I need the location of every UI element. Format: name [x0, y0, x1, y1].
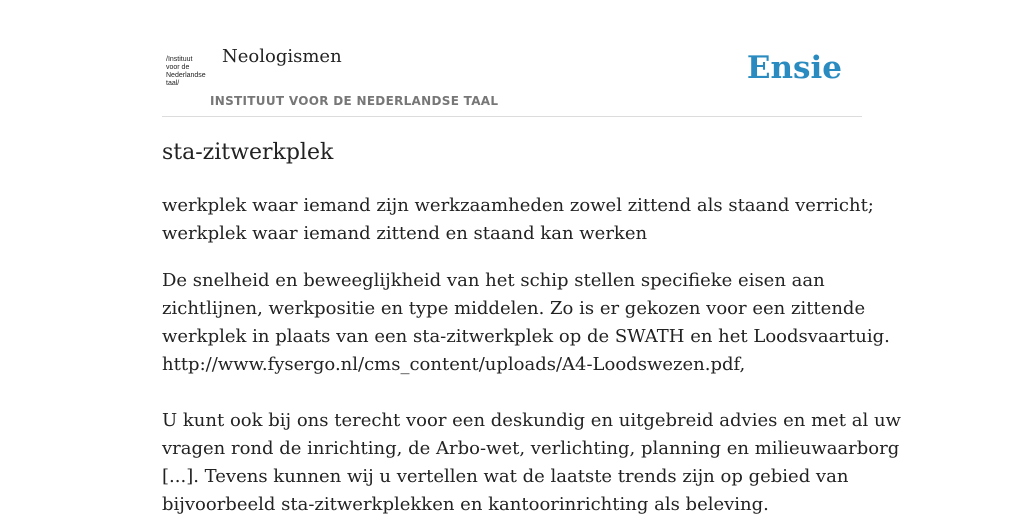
definition-line: werkplek waar iemand zittend en staand kan werken — [162, 223, 648, 244]
quote-line: werkplek in plaats van een sta-zitwerkplek op de SWATH en het Loodsvaartuig. — [162, 326, 890, 347]
quote-line: De snelheid en beweeglijkheid van het schip stellen specifieke eisen aan — [162, 270, 825, 291]
entry-card — [162, 0, 901, 515]
logo-line: taal/ — [166, 80, 180, 87]
ivdnt-logo[interactable] — [166, 56, 210, 90]
quote-line: [...]. Tevens kunnen wij u vertellen wat de laatste trends zijn op gebied van — [162, 466, 849, 487]
quote-source-url: http://www.fysergo.nl/cms_content/uploads/A4-Loodswezen.pdf, — [162, 354, 746, 375]
logo-line: voor de — [166, 64, 190, 71]
quote-line: vragen rond de inrichting, de Arbo-wet, verlichting, planning en milieuwaarborg — [162, 438, 900, 459]
example-quote — [162, 267, 890, 379]
example-quote — [162, 407, 901, 519]
logo-line: /Instituut — [166, 56, 193, 63]
logo-line: Nederlandse — [166, 72, 206, 79]
header — [162, 0, 862, 117]
quote-line: zichtlijnen, werkpositie en type middelen. Zo is er gekozen voor een zittende — [162, 298, 866, 319]
organization-name: INSTITUUT VOOR DE NEDERLANDSE TAAL — [210, 94, 499, 108]
source-name[interactable]: Neologismen — [222, 46, 342, 67]
definition-line: werkplek waar iemand zijn werkzaamheden zowel zittend als staand verricht; — [162, 195, 874, 216]
definition — [162, 192, 874, 248]
quote-line: bijvoorbeeld sta-zitwerkplekken en kantoorinrichting als beleving. — [162, 494, 769, 515]
entry-term: sta-zitwerkplek — [162, 140, 334, 165]
ensie-logo[interactable]: Ensie — [746, 50, 842, 86]
quote-line: U kunt ook bij ons terecht voor een deskundig en uitgebreid advies en met al uw — [162, 410, 901, 431]
